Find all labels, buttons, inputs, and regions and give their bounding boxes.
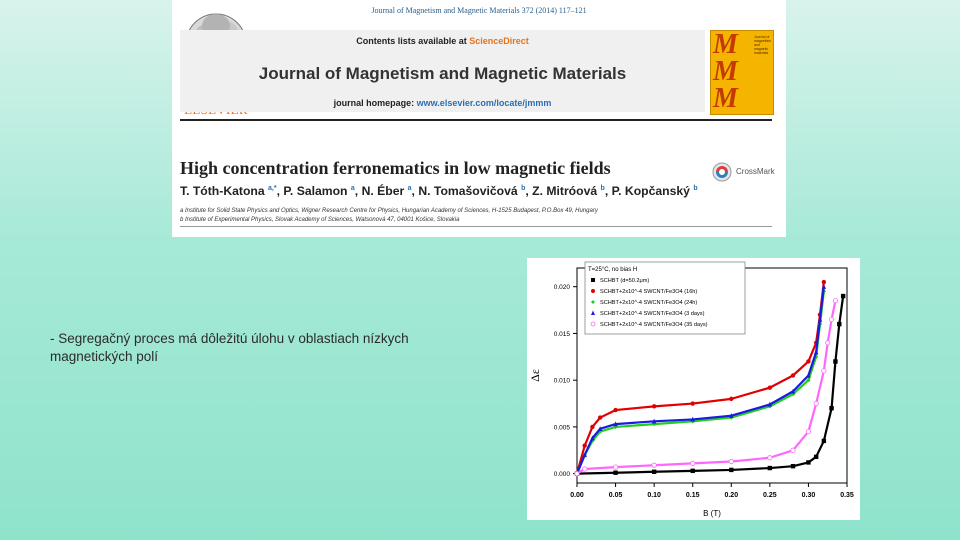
- y-tick-label: 0.020: [553, 284, 570, 292]
- data-point: [806, 429, 810, 433]
- legend-entry: SCHBT+2x10^-4 SWCNT/Fe3O4 (24h): [600, 300, 698, 306]
- crossmark-badge[interactable]: [712, 162, 775, 182]
- sciencedirect-link[interactable]: ScienceDirect: [469, 36, 529, 46]
- legend-marker: [591, 289, 595, 293]
- legend-marker: [591, 322, 595, 326]
- author-affil-mark[interactable]: a: [350, 184, 355, 192]
- x-tick-label: 0.35: [840, 492, 854, 499]
- data-point: [791, 464, 795, 468]
- x-tick-label: 0.25: [763, 492, 777, 499]
- author-name: P. Kopčanský: [611, 184, 690, 198]
- author-separator: ,: [525, 184, 533, 198]
- y-axis-label: Δε: [528, 369, 542, 382]
- legend-entry: SCHBT+2x10^-4 SWCNT/Fe3O4 (3 days): [600, 311, 705, 317]
- data-point: [791, 373, 795, 377]
- data-point: [575, 471, 579, 475]
- author-affil-mark[interactable]: a,*: [268, 184, 277, 192]
- legend-entry: SCHBT+2x10^-4 SWCNT/Fe3O4 (35 days): [600, 322, 708, 328]
- cover-text: Journal of magnetism and magnetic materials: [754, 35, 772, 55]
- data-point: [729, 397, 733, 401]
- data-point: [806, 359, 810, 363]
- journal-cover: [710, 30, 774, 115]
- data-point: [652, 404, 656, 408]
- journal-citation: Journal of Magnetism and Magnetic Materials 372 (2014) 117–121: [371, 6, 587, 15]
- x-tick-label: 0.20: [724, 492, 739, 499]
- data-point: [806, 460, 810, 464]
- cover-letter-1: M: [713, 29, 738, 60]
- journal-name: Journal of Magnetism and Magnetic Materials: [258, 64, 627, 83]
- data-point: [691, 461, 695, 465]
- data-point: [729, 459, 733, 463]
- journal-banner: [180, 30, 705, 112]
- affiliation-a: a Institute for Solid State Physics and Optics, Wigner Research Centre for Physics, Hungarian Academy of Sciences, H-1525 Budapest, P.O.Box 49, Hungary: [180, 208, 598, 214]
- author-name: N. Éber: [361, 184, 405, 198]
- contents-prefix: Contents lists available at: [356, 36, 470, 46]
- data-point: [814, 455, 818, 459]
- x-tick-label: 0.30: [801, 492, 816, 499]
- data-point: [652, 470, 656, 474]
- homepage-line: [180, 98, 705, 108]
- slide-bullet-text: - Segregačný proces má dôležitú úlohu v oblastiach nízkych magnetických polí: [50, 331, 409, 364]
- author-name: T. Tóth-Katona: [180, 184, 265, 198]
- data-point: [768, 456, 772, 460]
- data-point: [833, 359, 837, 363]
- dielectric-anisotropy-chart: [527, 258, 860, 520]
- data-point: [837, 322, 841, 326]
- data-point: [691, 401, 695, 405]
- author-affil-mark[interactable]: a: [407, 184, 412, 192]
- cover-letter-2: M: [713, 56, 738, 87]
- data-point: [598, 415, 602, 419]
- paper-header: [172, 0, 786, 237]
- data-point: [652, 463, 656, 467]
- data-point: [791, 448, 795, 452]
- affiliation-b: b Institute of Experimental Physics, Slovak Academy of Sciences, Watsonová 47, 04001 Košice, Slovakia: [180, 217, 460, 223]
- author-affil-mark[interactable]: b: [693, 184, 698, 192]
- chart-legend: [585, 262, 745, 334]
- header-rule: [180, 119, 772, 121]
- data-point: [822, 369, 826, 373]
- author-name: P. Salamon: [283, 184, 348, 198]
- author-separator: ,: [354, 184, 362, 198]
- homepage-link[interactable]: www.elsevier.com/locate/jmmm: [416, 98, 552, 108]
- data-point: [829, 317, 833, 321]
- data-point: [590, 425, 594, 429]
- data-point: [691, 469, 695, 473]
- y-tick-label: 0.005: [553, 424, 570, 432]
- contents-line: [180, 36, 705, 46]
- legend-marker: [591, 278, 595, 282]
- affiliation-rule: [180, 226, 772, 227]
- data-point: [833, 299, 837, 303]
- y-tick-label: 0.015: [553, 330, 570, 338]
- data-point: [583, 443, 587, 447]
- x-tick-label: 0.00: [570, 492, 584, 499]
- data-point: [822, 280, 826, 284]
- data-point: [814, 401, 818, 405]
- x-axis-label: B (T): [703, 509, 721, 518]
- author-affil-mark[interactable]: b: [521, 184, 526, 192]
- data-point: [768, 385, 772, 389]
- legend-title: T=25°C, no bias H: [588, 267, 638, 273]
- crossmark-icon: [712, 162, 732, 182]
- data-point: [829, 406, 833, 410]
- data-point: [822, 439, 826, 443]
- crossmark-label: CrossMark: [736, 167, 775, 176]
- data-point: [583, 467, 587, 471]
- legend-entry: SCHBT+2x10^-4 SWCNT/Fe3O4 (16h): [600, 289, 698, 295]
- author-separator: ,: [411, 184, 419, 198]
- author-separator: ,: [604, 184, 612, 198]
- author-name: Z. Mitróová: [532, 184, 598, 198]
- y-tick-label: 0.000: [553, 471, 570, 479]
- homepage-prefix: journal homepage:: [333, 98, 417, 108]
- data-point: [613, 465, 617, 469]
- data-point: [613, 471, 617, 475]
- x-tick-label: 0.05: [608, 492, 623, 499]
- x-tick-label: 0.15: [685, 492, 700, 499]
- author-separator: ,: [276, 184, 284, 198]
- author-name: N. Tomašovičová: [418, 184, 518, 198]
- article-title: High concentration ferronematics in low magnetic fields: [180, 158, 611, 178]
- author-affil-mark[interactable]: b: [600, 184, 605, 192]
- x-tick-label: 0.10: [647, 492, 661, 499]
- data-point: [729, 468, 733, 472]
- y-tick-label: 0.010: [553, 377, 570, 385]
- data-point: [768, 466, 772, 470]
- legend-entry: SCHBT (d=50.2μm): [600, 278, 650, 284]
- data-point: [613, 408, 617, 412]
- data-point: [826, 341, 830, 345]
- cover-letters: [713, 31, 753, 112]
- data-point: [841, 294, 845, 298]
- author-list: [180, 184, 698, 198]
- cover-letter-3: M: [713, 83, 738, 114]
